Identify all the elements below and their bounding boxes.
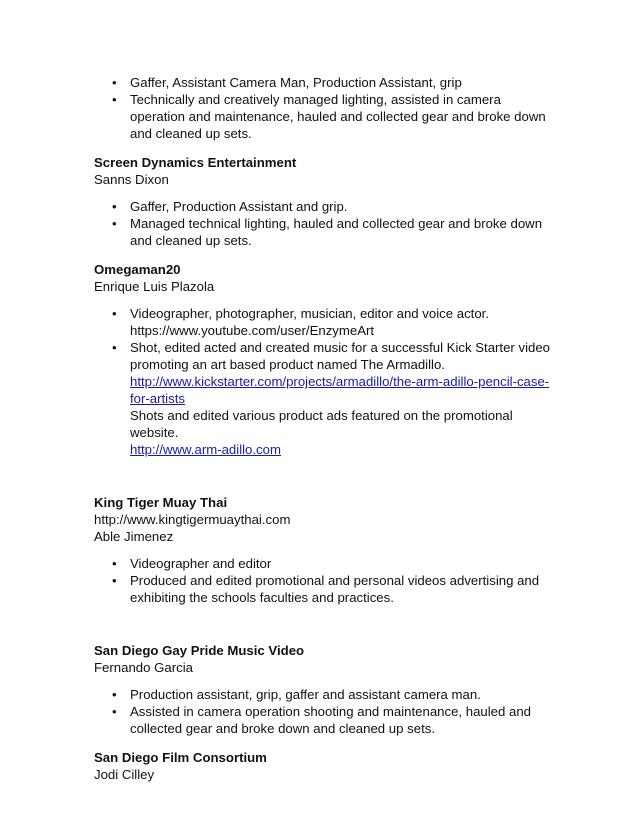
bullet-list — [94, 305, 554, 458]
bullet-item — [94, 91, 554, 142]
bullet-icon: • — [112, 75, 117, 90]
bullet-text: Videographer and editor — [130, 556, 272, 571]
organization-heading: San Diego Film Consortium — [94, 750, 267, 765]
bullet-text: Gaffer, Production Assistant and grip. — [130, 199, 348, 214]
bullet-icon: • — [112, 92, 117, 107]
section-spacer — [94, 606, 554, 642]
bullet-text: Managed technical lighting, hauled and collected gear and broke down and cleaned up sets. — [130, 216, 543, 248]
section-spacer — [94, 458, 554, 494]
bullet-list — [94, 198, 554, 249]
section-detail-line: Sanns Dixon — [94, 172, 169, 187]
bullet-text: Assisted in camera operation shooting and maintenance, hauled and collected gear and broke down and cleaned up sets. — [130, 704, 532, 736]
bullet-item — [94, 572, 554, 606]
experience-section — [94, 154, 554, 249]
bullet-item — [94, 703, 554, 737]
bullet-icon: • — [112, 573, 117, 588]
experience-section — [94, 749, 554, 783]
bullet-item — [94, 339, 554, 458]
bullet-icon: • — [112, 556, 117, 571]
bullet-icon: • — [112, 199, 117, 214]
bullet-text: https://www.youtube.com/user/EnzymeArt — [130, 323, 375, 338]
bullet-text: Shot, edited acted and created music for a successful Kick Starter video promoting an art based product named The Armadillo. — [130, 340, 551, 372]
bullet-list — [94, 686, 554, 737]
organization-heading: San Diego Gay Pride Music Video — [94, 643, 305, 658]
section-detail-line: Able Jimenez — [94, 529, 174, 544]
experience-section — [94, 74, 554, 142]
bullet-text: Production assistant, grip, gaffer and assistant camera man. — [130, 687, 481, 702]
bullet-item — [94, 686, 554, 703]
bullet-icon: • — [112, 340, 117, 355]
experience-section — [94, 642, 554, 737]
bullet-icon: • — [112, 704, 117, 719]
bullet-item — [94, 74, 554, 91]
section-detail-line: http://www.kingtigermuaythai.com — [94, 512, 291, 527]
bullet-text: Technically and creatively managed lighting, assisted in camera operation and maintenance, hauled and collected gear and broke down and cleaned up sets. — [130, 92, 546, 141]
section-detail-line: Jodi Cilley — [94, 767, 155, 782]
bullet-text: Shots and edited various product ads featured on the promotional website. — [130, 408, 513, 440]
bullet-text: Gaffer, Assistant Camera Man, Production Assistant, grip — [130, 75, 462, 90]
bullet-item — [94, 198, 554, 215]
bullet-item — [94, 305, 554, 339]
bullet-list — [94, 74, 554, 142]
section-detail-line: Enrique Luis Plazola — [94, 279, 215, 294]
section-detail-line: Fernando Garcia — [94, 660, 193, 675]
bullet-icon: • — [112, 216, 117, 231]
resume-page — [94, 74, 554, 783]
bullet-icon: • — [112, 306, 117, 321]
bullet-item — [94, 215, 554, 249]
experience-section — [94, 261, 554, 458]
bullet-icon: • — [112, 687, 117, 702]
external-link[interactable]: http://www.arm-adillo.com — [130, 442, 281, 457]
experience-section — [94, 494, 554, 606]
bullet-list — [94, 555, 554, 606]
organization-heading: King Tiger Muay Thai — [94, 495, 228, 510]
section-spacer — [94, 249, 554, 261]
section-spacer — [94, 737, 554, 749]
bullet-item — [94, 555, 554, 572]
bullet-text: Videographer, photographer, musician, editor and voice actor. — [130, 306, 489, 321]
bullet-text: Produced and edited promotional and personal videos advertising and exhibiting the schools faculties and practices. — [130, 573, 540, 605]
section-spacer — [94, 142, 554, 154]
organization-heading: Omegaman20 — [94, 262, 181, 277]
organization-heading: Screen Dynamics Entertainment — [94, 155, 297, 170]
external-link[interactable]: http://www.kickstarter.com/projects/armadillo/the-arm-adillo-pencil-case-for-artists — [130, 374, 550, 406]
